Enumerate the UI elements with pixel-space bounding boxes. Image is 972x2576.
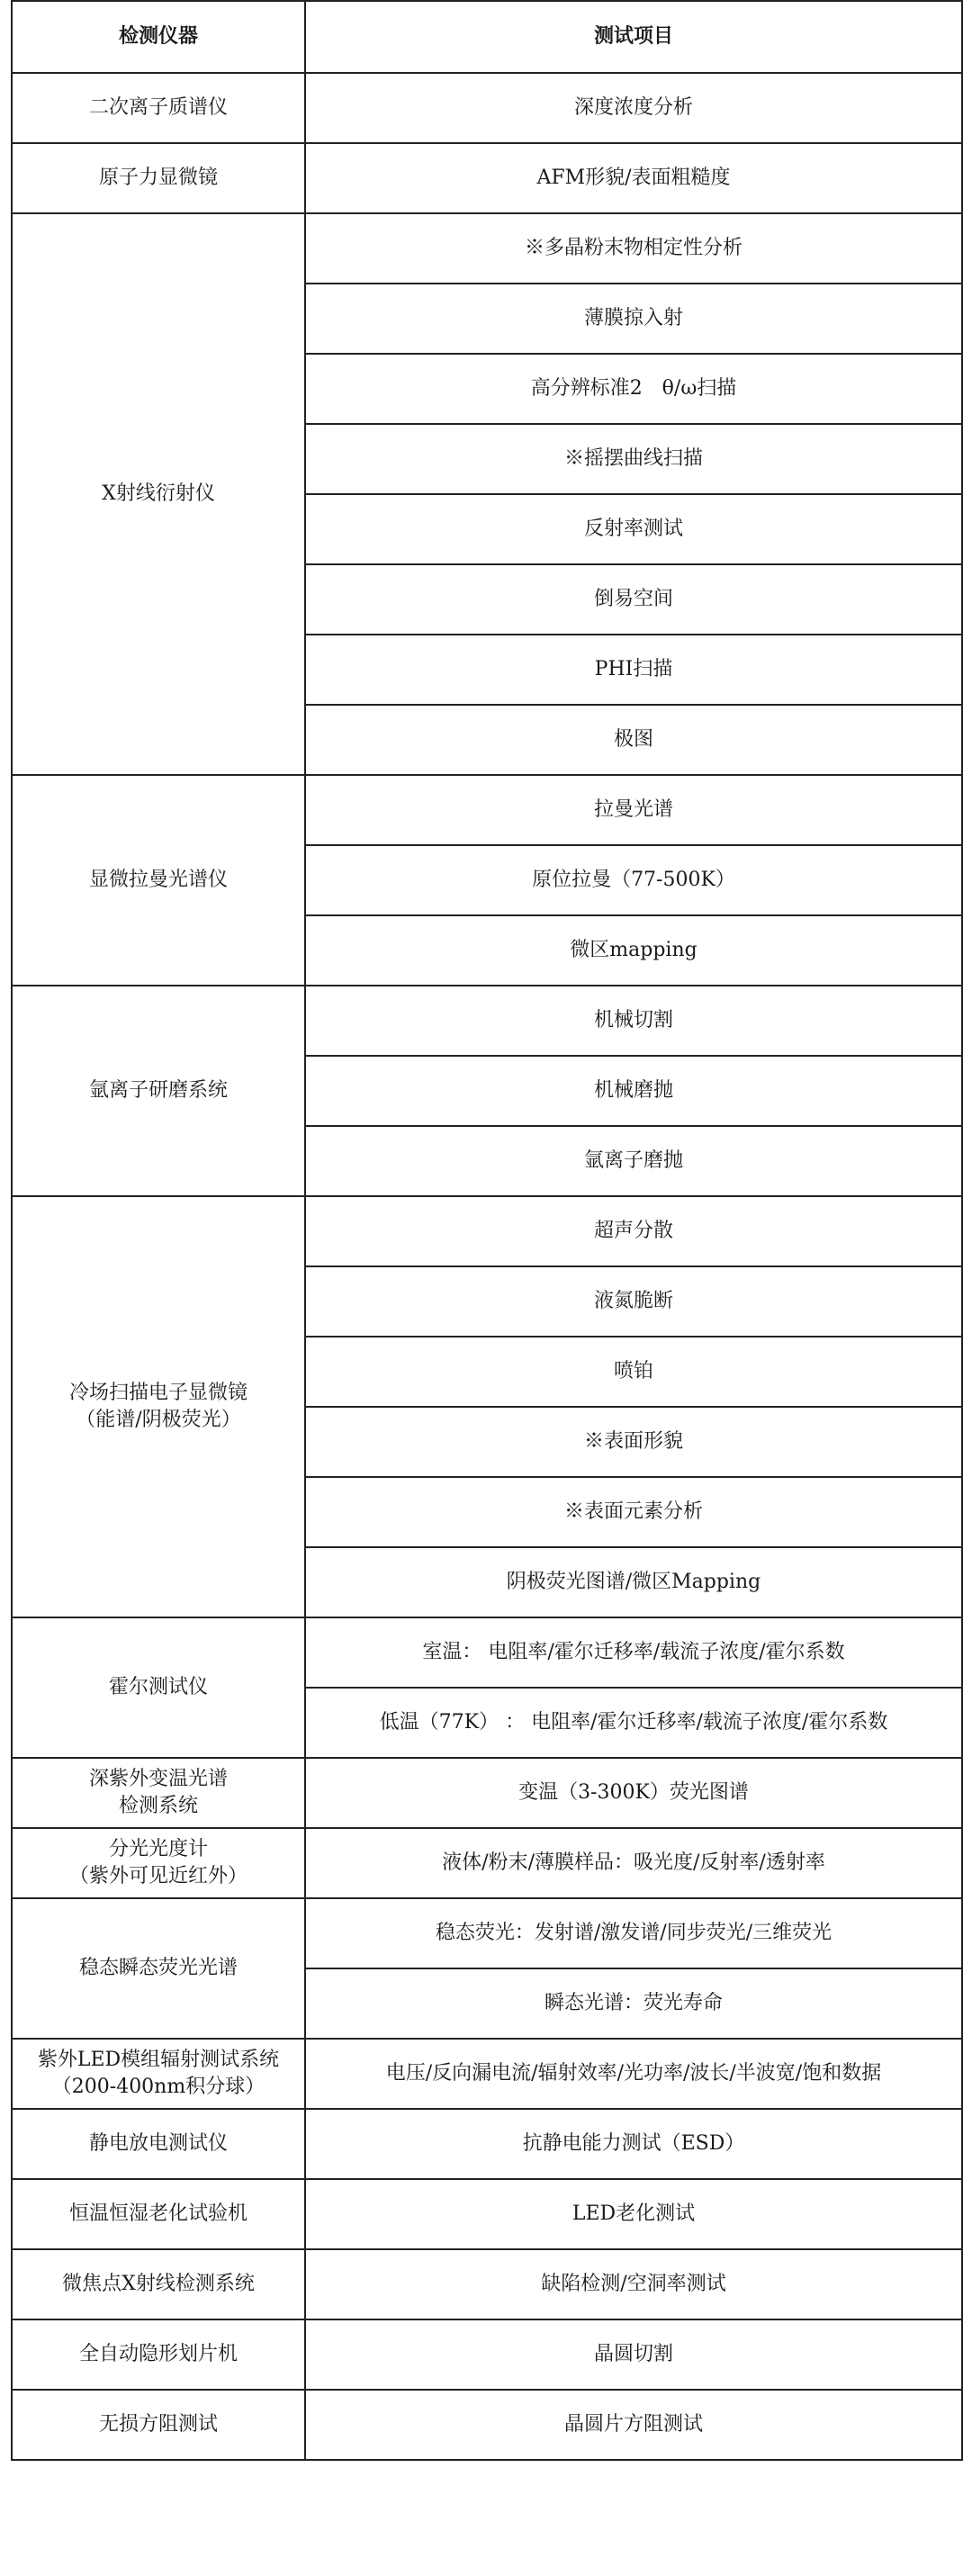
instrument-cell: 恒温恒湿老化试验机	[12, 2179, 305, 2249]
test-item-cell: 薄膜掠入射	[305, 284, 962, 354]
test-item-cell: 反射率测试	[305, 494, 962, 564]
table-row	[12, 2109, 962, 2179]
instrument-cell: 全自动隐形划片机	[12, 2319, 305, 2390]
test-item-cell: 拉曼光谱	[305, 775, 962, 845]
instrument-cell: 显微拉曼光谱仪	[12, 775, 305, 986]
instrument-cell: 稳态瞬态荧光光谱	[12, 1898, 305, 2039]
test-item-cell: 瞬态光谱：荧光寿命	[305, 1968, 962, 2039]
instrument-cell	[12, 1196, 305, 1617]
instrument-cell: 微焦点X射线检测系统	[12, 2249, 305, 2319]
table-row	[12, 1758, 962, 1828]
instrument-cell	[12, 1828, 305, 1898]
table-row	[12, 2039, 962, 2109]
instrument-name-line: 深紫外变温光谱	[88, 1768, 228, 1791]
test-item-cell: AFM形貌/表面粗糙度	[305, 143, 962, 213]
table-row	[12, 1828, 962, 1898]
table-row	[12, 2390, 962, 2460]
instrument-cell: 静电放电测试仪	[12, 2109, 305, 2179]
instrument-cell: 原子力显微镜	[12, 143, 305, 213]
instrument-cell: X射线衍射仪	[12, 213, 305, 775]
instrument-table	[11, 0, 963, 2461]
table-row	[12, 1898, 962, 1968]
test-item-cell: ※表面元素分析	[305, 1477, 962, 1547]
test-item-cell: 变温（3-300K）荧光图谱	[305, 1758, 962, 1828]
test-item-cell: 倒易空间	[305, 564, 962, 635]
test-item-cell: 深度浓度分析	[305, 73, 962, 143]
instrument-cell: 无损方阻测试	[12, 2390, 305, 2460]
instrument-name-line: （紫外可见近红外）	[68, 1865, 248, 1887]
instrument-name-line: （200-400nm积分球）	[51, 2076, 266, 2098]
test-item-cell: 低温（77K） ： 电阻率/霍尔迁移率/载流子浓度/霍尔系数	[305, 1688, 962, 1758]
table-row	[12, 1196, 962, 1266]
header-test-item: 测试项目	[305, 1, 962, 73]
test-item-cell: 阴极荧光图谱/微区Mapping	[305, 1547, 962, 1617]
test-item-cell: 抗静电能力测试（ESD）	[305, 2109, 962, 2179]
table-row	[12, 775, 962, 845]
table-row	[12, 2249, 962, 2319]
table-body	[12, 73, 962, 2460]
test-item-cell: 高分辨标准2 θ/ω扫描	[305, 354, 962, 424]
instrument-name-line: 冷场扫描电子显微镜	[68, 1382, 248, 1405]
table-row	[12, 143, 962, 213]
table-row	[12, 2319, 962, 2390]
test-item-cell: 氩离子磨抛	[305, 1126, 962, 1196]
header-instrument: 检测仪器	[12, 1, 305, 73]
test-item-cell: 稳态荧光：发射谱/激发谱/同步荧光/三维荧光	[305, 1898, 962, 1968]
instrument-cell: 霍尔测试仪	[12, 1617, 305, 1758]
test-item-cell: 液体/粉末/薄膜样品：吸光度/反射率/透射率	[305, 1828, 962, 1898]
test-item-cell: 喷铂	[305, 1337, 962, 1407]
table-row	[12, 213, 962, 284]
test-item-cell: 极图	[305, 705, 962, 775]
test-item-cell: 机械磨抛	[305, 1056, 962, 1126]
table-row	[12, 986, 962, 1056]
test-item-cell: 原位拉曼（77-500K）	[305, 845, 962, 915]
instrument-name-line: 分光光度计	[108, 1838, 208, 1861]
instrument-cell	[12, 1758, 305, 1828]
instrument-name-line: 检测系统	[118, 1795, 198, 1817]
test-item-cell: 机械切割	[305, 986, 962, 1056]
instrument-cell	[12, 2039, 305, 2109]
test-item-cell: 缺陷检测/空洞率测试	[305, 2249, 962, 2319]
test-item-cell: ※摇摆曲线扫描	[305, 424, 962, 494]
test-item-cell: LED老化测试	[305, 2179, 962, 2249]
test-item-cell: 晶圆片方阻测试	[305, 2390, 962, 2460]
test-item-cell: ※多晶粉末物相定性分析	[305, 213, 962, 284]
table-row	[12, 73, 962, 143]
table-row	[12, 2179, 962, 2249]
instrument-cell: 二次离子质谱仪	[12, 73, 305, 143]
test-item-cell: 电压/反向漏电流/辐射效率/光功率/波长/半波宽/饱和数据	[305, 2039, 962, 2109]
test-item-cell: 晶圆切割	[305, 2319, 962, 2390]
test-item-cell: 液氮脆断	[305, 1266, 962, 1337]
test-item-cell: ※表面形貌	[305, 1407, 962, 1477]
instrument-cell: 氩离子研磨系统	[12, 986, 305, 1196]
test-item-cell: 室温： 电阻率/霍尔迁移率/载流子浓度/霍尔系数	[305, 1617, 962, 1688]
test-item-cell: 超声分散	[305, 1196, 962, 1266]
instrument-name-line: （能谱/阴极荧光）	[76, 1409, 241, 1431]
test-item-cell: PHI扫描	[305, 635, 962, 705]
table-header-row	[12, 1, 962, 73]
test-item-cell: 微区mapping	[305, 915, 962, 986]
instrument-name-line: 紫外LED模组辐射测试系统	[37, 2049, 280, 2072]
table-row	[12, 1617, 962, 1688]
